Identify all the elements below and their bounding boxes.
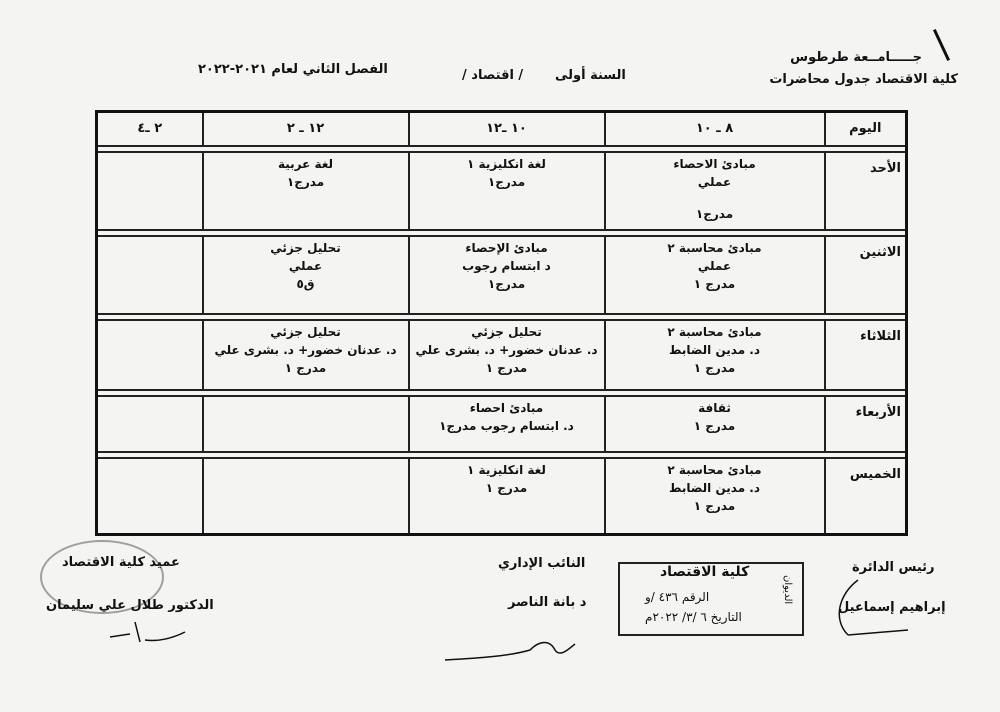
class-cell-line: مدرج١ [487, 277, 526, 291]
class-cell-line: د. عدنان خضور+ د. بشرى علي [415, 343, 598, 357]
class-cell [97, 320, 203, 390]
class-cell [97, 458, 203, 534]
class-cell-line: مبادئ الإحصاء [465, 241, 548, 255]
admin-deputy-title: النائب الإداري [498, 556, 586, 571]
class-cell-line: مبادئ محاسبة ٢ [667, 463, 762, 477]
class-cell [409, 236, 605, 314]
stamp-number-value: ٤٣٦ /و [645, 590, 678, 604]
class-cell-line: لغة عربية [277, 157, 334, 171]
class-cell [605, 236, 825, 314]
schedule-row [97, 152, 907, 230]
stamp-date-row [645, 610, 742, 624]
day-cell: الاثنين [825, 236, 907, 314]
class-cell [409, 152, 605, 230]
stamp-date-value: ٦ /٣/ ٢٠٢٢م [645, 610, 707, 624]
class-cell-line: عملي [697, 175, 732, 189]
class-cell-line: مدرج ١ [693, 361, 736, 375]
class-cell-line: مدرج ١ [485, 481, 528, 495]
university-name: جـــــامــعة طرطوس [790, 50, 922, 65]
year-label: السنة أولى [555, 68, 626, 83]
class-cell-line: عملي [697, 259, 732, 273]
dept-head-name: إبراهيم إسماعيل [838, 600, 946, 615]
class-cell-line: لغة انكليزية ١ [467, 463, 546, 477]
class-cell [203, 396, 409, 452]
stamp-side-label: الديوان [782, 575, 793, 605]
schedule-row [97, 320, 907, 390]
class-cell-line: تحليل جزئي [270, 325, 341, 339]
class-cell-line: مدرج ١ [485, 361, 528, 375]
class-cell-line: مدرج١ [286, 175, 325, 189]
class-cell [97, 236, 203, 314]
class-cell-line: د. عدنان خضور+ د. بشرى علي [214, 343, 397, 357]
stamp-number-row [645, 590, 709, 604]
day-cell: الأربعاء [825, 396, 907, 452]
stamp-date-label: التاريخ [710, 610, 742, 624]
schedule-row [97, 458, 907, 534]
schedule-row [97, 236, 907, 314]
admin-deputy-name: د بانة الناصر [508, 595, 587, 610]
class-cell [97, 396, 203, 452]
class-cell-line: مدرج ١ [693, 419, 736, 433]
class-cell-line: د. ابتسام رجوب مدرج١ [439, 419, 574, 433]
dean-title: عميد كلية الاقتصاد [62, 555, 180, 570]
class-cell-line: ثقافة [698, 401, 731, 415]
class-cell-line: د. مدين الضابط [668, 343, 761, 357]
class-cell [203, 236, 409, 314]
schedule-table [95, 110, 908, 536]
class-cell [409, 458, 605, 534]
stamp-number-label: الرقم [681, 590, 710, 604]
admin-deputy-signature [440, 630, 580, 670]
dept-head-signature [828, 575, 918, 645]
department-label: / اقتصاد / [462, 68, 524, 83]
class-cell [605, 396, 825, 452]
dept-head-title: رئيس الدائرة [852, 560, 935, 575]
time-slot-header: ١٠ ـ١٢ [409, 112, 605, 147]
day-column-header: اليوم [825, 112, 907, 147]
table-header-row [97, 112, 907, 147]
class-cell-line: مدرج١ [695, 207, 734, 221]
schedule-row [97, 396, 907, 452]
class-cell-line: لغة انكليزية ١ [467, 157, 546, 171]
class-cell [203, 458, 409, 534]
class-cell-line: تحليل جزئي [471, 325, 542, 339]
class-cell-line: د ابتسام رجوب [462, 259, 551, 273]
day-cell: الخميس [825, 458, 907, 534]
time-slot-header: ٨ ـ ١٠ [605, 112, 825, 147]
class-cell-line: مدرج١ [487, 175, 526, 189]
day-cell: الأحد [825, 152, 907, 230]
class-cell [605, 152, 825, 230]
class-cell-line: مبادئ محاسبة ٢ [667, 241, 762, 255]
day-cell: الثلاثاء [825, 320, 907, 390]
dean-name: الدكتور طلال علي سليمان [46, 598, 214, 613]
class-cell-line: تحليل جزئي [270, 241, 341, 255]
class-cell [203, 152, 409, 230]
class-cell [203, 320, 409, 390]
class-cell [409, 320, 605, 390]
time-slot-header: ١٢ ـ ٢ [203, 112, 409, 147]
class-cell-line: مدرج ١ [693, 499, 736, 513]
semester-label: الفصل الثاني لعام ٢٠٢١-٢٠٢٢ [198, 62, 388, 77]
class-cell-line: مدرج ١ [693, 277, 736, 291]
class-cell-line: مدرج ١ [284, 361, 327, 375]
faculty-title: كلية الاقتصاد جدول محاضرات [769, 72, 958, 87]
class-cell-line: مبادئ الاحصاء [673, 157, 756, 171]
dean-signature [100, 612, 190, 652]
time-slot-header: ٢ ـ٤ [97, 112, 203, 147]
corner-mark [933, 29, 950, 61]
stamp-title: كلية الاقتصاد [660, 564, 750, 580]
class-cell [605, 320, 825, 390]
class-cell-line: ق٥ [296, 277, 315, 291]
class-cell-line: عملي [288, 259, 323, 273]
class-cell-line: مبادئ احصاء [469, 401, 544, 415]
class-cell-line: مبادئ محاسبة ٢ [667, 325, 762, 339]
class-cell-line: د. مدين الضابط [668, 481, 761, 495]
class-cell [409, 396, 605, 452]
class-cell [97, 152, 203, 230]
class-cell [605, 458, 825, 534]
